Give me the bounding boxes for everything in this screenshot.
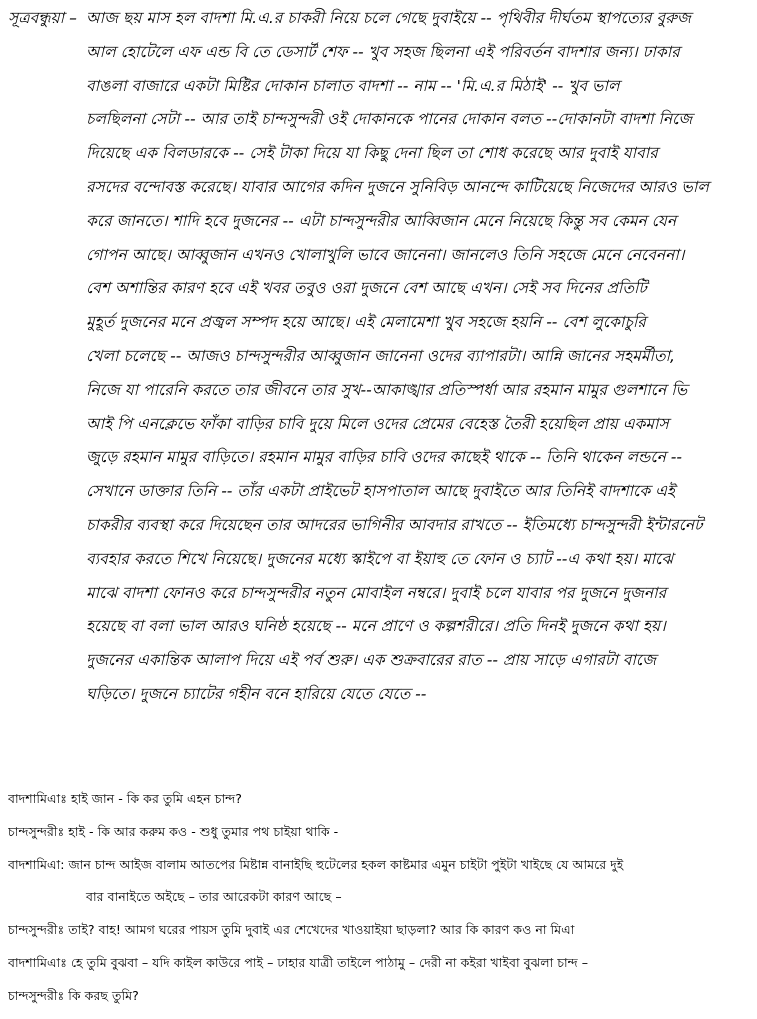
narrative-text: করে জানতে। শাদি হবে দুজনের -- এটা চান্দসুন্দরীর আব্বিজান মেনে নিয়েছে কিন্তু সব কেমন যেন (86, 211, 677, 230)
narrative-text: বাঙলা বাজারে একটা মিষ্টির দোকান চালাত বাদশা -- নাম -- 'মি.এ.র মিঠাই' -- খুব ভাল (86, 76, 620, 95)
dialogue-text: তাই? বাহ! আমগ ঘরের পায়স তুমি দুবাই এর শেখেদের খাওয়াইয়া ছাড়লা? আর কি কারণ কও না মিএা (68, 922, 575, 938)
dialogue-line (8, 849, 753, 882)
narrative-text: ঘড়িতে। দুজনে চ্যাটের গহীন বনে হারিয়ে যেতে যেতে -- (86, 684, 427, 703)
narrative-text: দুজনের একান্তিক আলাপ দিয়ে এই পর্ব শুরু। এক শুক্রবারের রাত -- প্রায় সাড়ে এগারটা বাজে (86, 651, 656, 670)
narrative-text: গোপন আছে। আব্বুজান এখনও খোলাখুলি ভাবে জানেনা। জানলেও তিনি সহজে মেনে নেবেননা। (86, 245, 685, 264)
narrative-line (8, 509, 753, 543)
dialogue-line (8, 980, 753, 1013)
dialogue-line (8, 783, 753, 816)
narrative-line (8, 644, 753, 678)
narrative-line (8, 137, 753, 171)
narrative-text: চাকরীর ব্যবস্থা করে দিয়েছেন তার আদরের ভাগিনীর আবদার রাখতে -- ইতিমধ্যে চান্দসুন্দরী ইন্টারনেট (86, 515, 703, 534)
narrative-line (8, 543, 753, 577)
narrative-text: নিজে যা পারেনি করতে তার জীবনে তার সুখ--আকাঙ্খার প্রতিস্পর্ধা আর রহমান মামুর গুলশানে ভি (86, 380, 688, 399)
narrative-line (8, 272, 753, 306)
narrative-line (8, 475, 753, 509)
dialogue-line (8, 914, 753, 947)
speaker-label: বাদশামিএাঃ (8, 791, 71, 806)
dialogue-text: হাই জান - কি কর তুমি এহন চান্দ? (70, 791, 242, 806)
dialogue-line-continuation (8, 881, 753, 914)
dialogue-section (8, 783, 753, 1013)
dialogue-text: কি করছ তুমি? (68, 987, 139, 1003)
dialogue-text: জান চান্দ আইজ বালাম আতপের মিষ্টান্ন বানাইছি হুটেলের হকল কাষ্টমার এমুন চাইটা পুইটা খাইছে যে আমরে দুই (68, 856, 624, 872)
narrative-text: আল হোটেলে এফ এন্ড বি তে ডেসার্ট শেফ -- খুব সহজ ছিলনা এই পরিবর্তন বাদশার জন্য। ঢাকার (86, 42, 680, 61)
narrative-text: হয়েছে বা বলা ভাল আরও ঘনিষ্ঠ হয়েছে -- মনে প্রাণে ও কল্পশরীরে। প্রতি দিনই দুজনে কথা হয়। (86, 617, 666, 636)
dialogue-text: বার বানাইতে অইছে – তার আরেকটা কারণ আছে – (86, 889, 342, 905)
narrative-paragraph (8, 2, 753, 712)
narrative-text: মাঝে বাদশা ফোনও করে চান্দসুন্দরীর নতুন মোবাইল নম্বরে। দুবাই চলে যাবার পর দুজনে দুজনার (86, 583, 667, 602)
dialogue-line (8, 947, 753, 980)
narrative-text: চলছিলনা সেটা -- আর তাই চান্দসুন্দরী ওই দোকানকে পানের দোকান বলত --দোকানটা বাদশা নিজে (86, 110, 693, 129)
narrator-label: সূত্রবন্ধুয়া – (8, 9, 77, 27)
dialogue-line (8, 816, 753, 849)
speaker-label: বাদশামিএাঃ (8, 954, 71, 970)
speaker-label: চান্দসুন্দরীঃ (8, 922, 69, 938)
narrative-line (8, 408, 753, 442)
narrative-line (8, 374, 753, 408)
narrative-text: মুহূর্ত দুজনের মনে প্রজ্বল সম্পদ হয়ে আছে। এই মেলামেশা খুব সহজে হয়নি -- বেশ লুকোচুরি (86, 313, 646, 332)
narrative-line (8, 340, 753, 374)
narrative-line (8, 306, 753, 340)
narrative-line (8, 577, 753, 611)
narrative-text: রসদের বন্দোবস্ত করেছে। যাবার আগের কদিন দুজনে সুনিবিড় আনন্দে কাটিয়েছে নিজেদের আরও ভাল (86, 177, 709, 196)
narrative-line (8, 2, 753, 36)
narrative-text: খেলা চলেছে -- আজও চান্দসুন্দরীর আব্বুজান জানেনা ওদের ব্যাপারটা। আন্নি জানের সহমর্মীতা, (86, 346, 675, 365)
narrative-text: আজ ছয় মাস হল বাদশা মি.এ.র চাকরী নিয়ে চলে গেছে দুবাইয়ে -- পৃথিবীর দীর্ঘতম স্থাপত্যের বুরুজ (86, 9, 691, 27)
narrative-text: আই পি এনক্লেভে ফাঁকা বাড়ির চাবি দুয়ে মিলে ওদের প্রেমের বেহেস্ত তৈরী হয়েছিল প্রায় একমাস (86, 414, 669, 433)
narrative-text: ব্যবহার করতে শিখে নিয়েছে। দুজনের মধ্যে স্কাইপে বা ইয়াহু তে ফোন ও চ্যাট --এ কথা হয়। মাঝে (86, 549, 674, 568)
speaker-label: চান্দসুন্দরীঃ (8, 987, 69, 1003)
narrative-line (8, 239, 753, 273)
speaker-label: চান্দসুন্দরীঃ (8, 823, 69, 839)
narrative-line (8, 70, 753, 104)
speaker-label: বাদশামিএা: (8, 856, 69, 872)
narrative-line (8, 36, 753, 70)
narrative-text: সেখানে ডাক্তার তিনি -- তাঁর একটা প্রাইভেট হাসপাতাল আছে দুবাইতে আর তিনিই বাদশাকে এই (86, 482, 675, 501)
narrative-line (8, 205, 753, 239)
narrative-text: বেশ অশান্তির কারণ হবে এই খবর তবুও ওরা দুজনে বেশ আছে এখন। সেই সব দিনের প্রতিটি (86, 279, 647, 298)
narrative-line (8, 678, 753, 712)
narrative-text: জুড়ে রহমান মামুর বাড়িতে। রহমান মামুর বাড়ির চাবি ওদের কাছেই থাকে -- তিনি থাকেন লন্ডনে -- (86, 448, 682, 467)
dialogue-text: হে তুমি বুঝবা – যদি কাইল কাউরে পাই – ঢাহার যাত্রী তাইলে পাঠামু – দেরী না কইরা খাইবা বুঝলা চান্দ – (70, 954, 589, 970)
narrative-line (8, 441, 753, 475)
narrative-text: দিয়েছে এক বিলডারকে -- সেই টাকা দিয়ে যা কিছু দেনা ছিল তা শোধ করেছে আর দুবাই যাবার (86, 144, 658, 163)
narrative-line (8, 171, 753, 205)
narrative-line (8, 103, 753, 137)
narrative-line (8, 610, 753, 644)
dialogue-text: হাই - কি আর করুম কও - শুধু তুমার পথ চাইয়া থাকি - (68, 823, 339, 839)
